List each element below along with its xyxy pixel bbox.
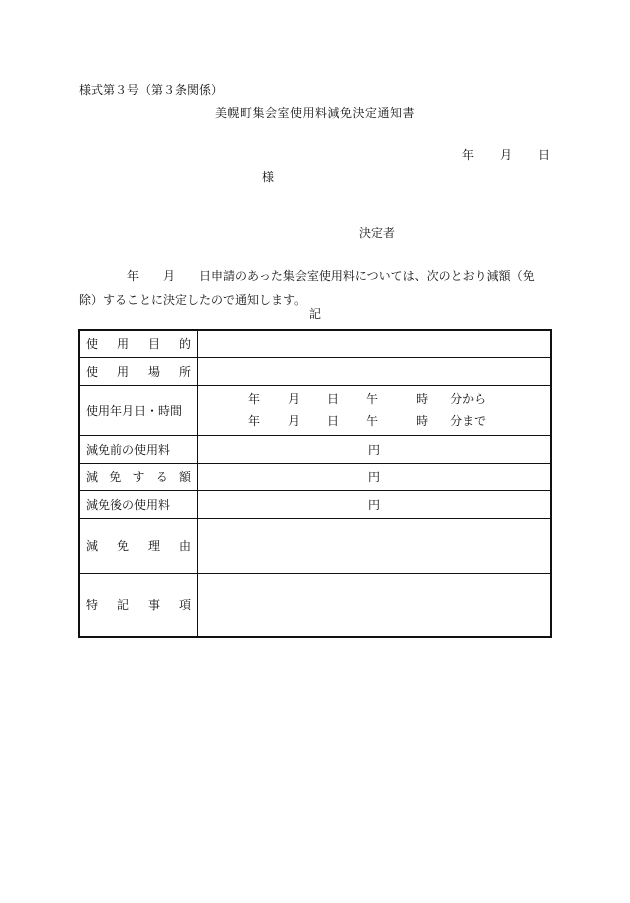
label-char: 的 (178, 337, 191, 352)
label-char: 由 (178, 539, 191, 553)
label-char: 理 (147, 539, 160, 553)
row-fee-before (79, 435, 551, 463)
dt-ampm: 午 (366, 414, 379, 428)
label-char: 特 (86, 598, 99, 613)
label-reason (79, 518, 198, 573)
label-char: 所 (178, 364, 191, 379)
label-fee-after: 減免後の使用料 (79, 490, 198, 518)
dt-hour: 時 (416, 392, 429, 406)
label-char: 事 (147, 598, 160, 613)
month-label: 月 (499, 148, 512, 162)
details-table (78, 329, 552, 638)
value-notes[interactable] (198, 573, 552, 637)
label-fee-before: 減免前の使用料 (79, 435, 198, 463)
label-char: 使 (86, 364, 99, 379)
label-place (79, 357, 198, 385)
row-reduction (79, 463, 551, 490)
dt-year: 年 (248, 392, 261, 406)
document-title: 美幌町集会室使用料減免決定通知書 (214, 106, 415, 120)
dt-year: 年 (248, 414, 261, 428)
dt-suffix: 分から (450, 392, 487, 406)
row-fee-after (79, 490, 551, 518)
label-datetime: 使用年月日・時間 (79, 385, 198, 435)
row-reason (79, 518, 551, 573)
row-purpose (79, 330, 551, 357)
label-char: 使 (86, 337, 99, 352)
label-char: 場 (147, 364, 160, 379)
datetime-from (198, 388, 550, 410)
form-number: 様式第３号（第３条関係） (79, 83, 224, 97)
row-place (79, 357, 551, 385)
label-char: 目 (147, 337, 160, 352)
dt-day: 日 (327, 414, 340, 428)
label-purpose (79, 330, 198, 357)
value-purpose[interactable] (198, 330, 552, 357)
dt-ampm: 午 (366, 392, 379, 406)
dt-suffix: 分まで (450, 414, 487, 428)
notification-body: 年 月 日申請のあった集会室使用料については、次のとおり減額（免除）することに決定したので通知します。 (79, 269, 535, 307)
value-reason[interactable] (198, 518, 552, 573)
label-reduction (79, 463, 198, 490)
value-fee-before[interactable]: 円 (198, 435, 552, 463)
datetime-to (198, 410, 550, 432)
label-char: 項 (178, 598, 191, 613)
label-char: 免 (116, 539, 129, 553)
dt-month: 月 (288, 414, 301, 428)
year-label: 年 (461, 148, 474, 162)
label-char: 用 (116, 364, 129, 379)
label-char: す (132, 470, 145, 484)
dt-day: 日 (327, 392, 340, 406)
value-place[interactable] (198, 357, 552, 385)
label-notes (79, 573, 198, 637)
label-char: 記 (116, 598, 129, 613)
addressee-honorific: 様 (262, 170, 275, 184)
decider-label: 決定者 (359, 226, 396, 240)
issue-date (462, 146, 550, 163)
row-datetime (79, 385, 551, 435)
label-char: 用 (116, 337, 129, 352)
value-datetime[interactable] (198, 385, 552, 435)
value-fee-after[interactable]: 円 (198, 490, 552, 518)
label-char: る (155, 470, 168, 484)
ki-heading: 記 (308, 307, 321, 321)
row-notes (79, 573, 551, 637)
value-reduction[interactable]: 円 (198, 463, 552, 490)
label-char: 額 (178, 470, 191, 484)
day-label: 日 (537, 148, 550, 162)
label-char: 減 (86, 539, 99, 553)
label-char: 減 (86, 470, 99, 484)
dt-month: 月 (288, 392, 301, 406)
dt-hour: 時 (416, 414, 429, 428)
label-char: 免 (109, 470, 122, 484)
